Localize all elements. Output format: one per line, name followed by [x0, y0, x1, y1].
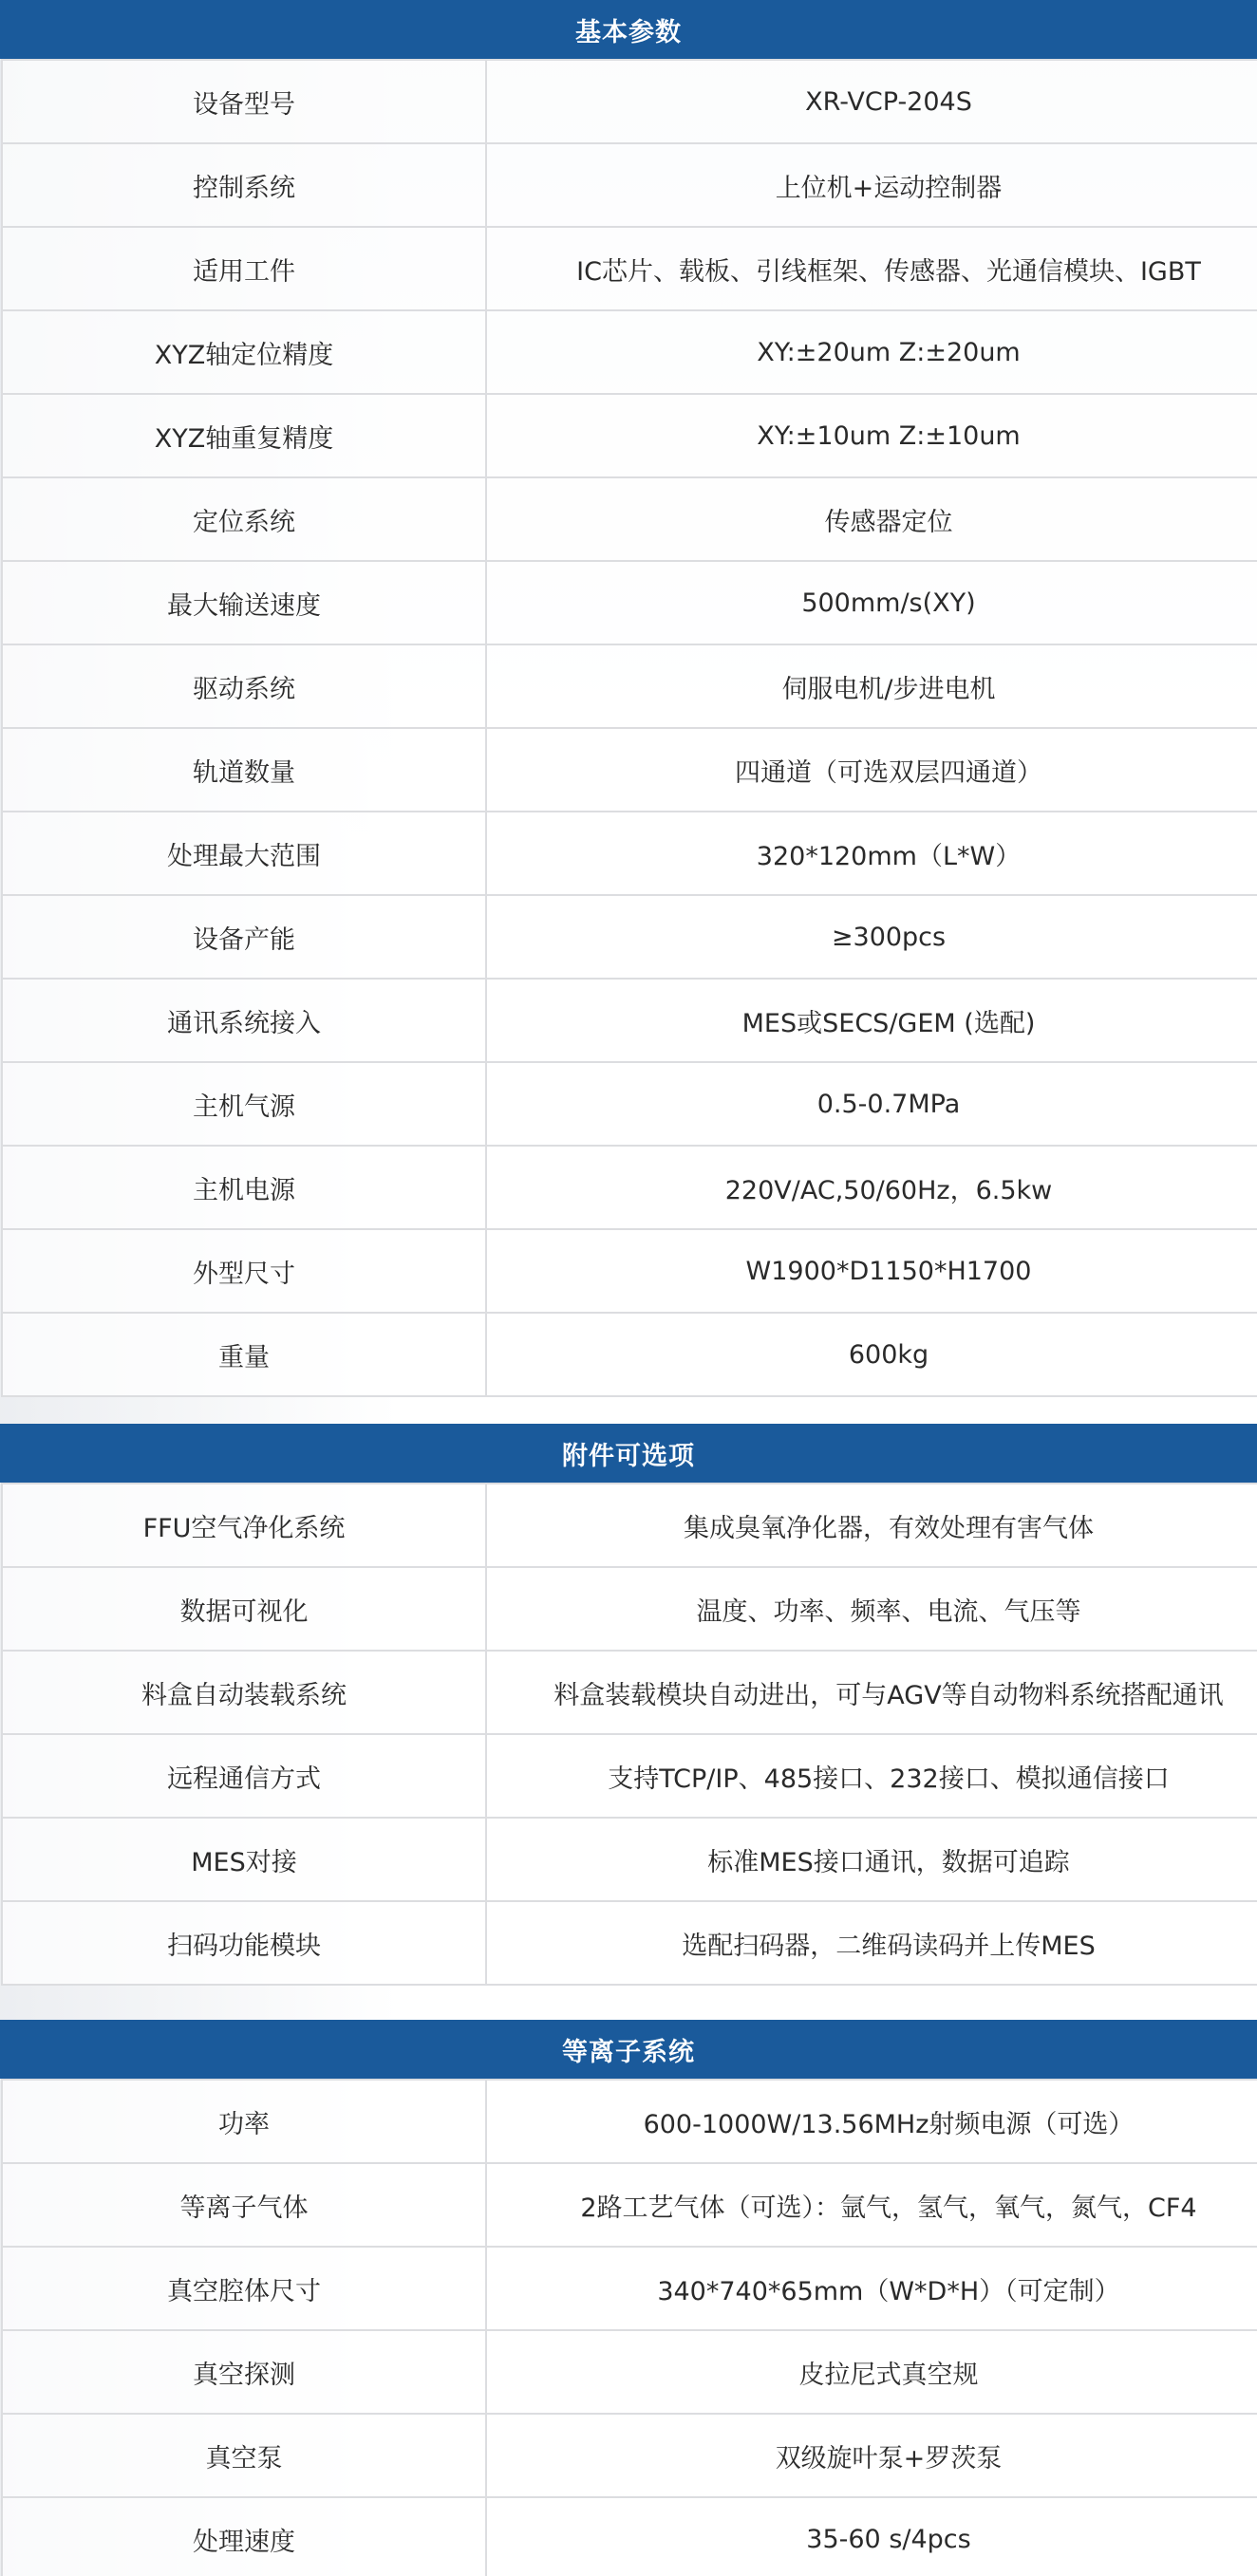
parameter-value: 皮拉尼式真空规 [486, 2330, 1257, 2414]
parameter-value: 传感器定位 [486, 477, 1257, 561]
parameter-label: 真空泵 [2, 2414, 486, 2497]
table-row [2, 1484, 1257, 1567]
parameter-value: 500mm/s(XY) [486, 561, 1257, 644]
parameter-label: 外型尺寸 [2, 1229, 486, 1313]
table-row [2, 2163, 1257, 2247]
parameter-value: 支持TCP/IP、485接口、232接口、模拟通信接口 [486, 1734, 1257, 1818]
parameter-value: XY:±20um Z:±20um [486, 310, 1257, 394]
parameter-label: 轨道数量 [2, 728, 486, 812]
parameter-value: W1900*D1150*H1700 [486, 1229, 1257, 1313]
parameter-label: 控制系统 [2, 143, 486, 227]
parameter-label: 定位系统 [2, 477, 486, 561]
parameter-value: ≥300pcs [486, 895, 1257, 979]
table-row [2, 1901, 1257, 1985]
table-row [2, 60, 1257, 143]
parameter-value: 600kg [486, 1313, 1257, 1396]
parameter-value: 标准MES接口通讯，数据可追踪 [486, 1818, 1257, 1901]
parameter-label: 设备产能 [2, 895, 486, 979]
plasma-system-table [1, 2079, 1257, 2576]
table-row [2, 1567, 1257, 1651]
accessories-section [0, 1424, 1257, 1986]
table-row [2, 1229, 1257, 1313]
parameter-label: 主机气源 [2, 1062, 486, 1146]
parameter-value: 选配扫码器，二维码读码并上传MES [486, 1901, 1257, 1985]
parameter-label: 扫码功能模块 [2, 1901, 486, 1985]
parameter-label: 数据可视化 [2, 1567, 486, 1651]
parameter-label: FFU空气净化系统 [2, 1484, 486, 1567]
parameter-value: 340*740*65mm（W*D*H）（可定制） [486, 2247, 1257, 2330]
table-row [2, 143, 1257, 227]
parameter-value: MES或SECS/GEM (选配) [486, 979, 1257, 1062]
table-row [2, 1313, 1257, 1396]
parameter-value: 上位机+运动控制器 [486, 143, 1257, 227]
parameter-label: 远程通信方式 [2, 1734, 486, 1818]
table-row [2, 812, 1257, 895]
parameter-label: XYZ轴定位精度 [2, 310, 486, 394]
section-header: 附件可选项 [0, 1424, 1257, 1483]
accessories-table [1, 1483, 1257, 1986]
parameter-value: 600-1000W/13.56MHz射频电源（可选） [486, 2080, 1257, 2163]
table-row [2, 310, 1257, 394]
parameter-label: MES对接 [2, 1818, 486, 1901]
parameter-value: 2路工艺气体（可选）：氩气，氢气，氧气，氮气，CF4 [486, 2163, 1257, 2247]
section-header: 基本参数 [0, 0, 1257, 59]
parameter-label: 重量 [2, 1313, 486, 1396]
parameter-label: 最大输送速度 [2, 561, 486, 644]
parameter-value: 集成臭氧净化器，有效处理有害气体 [486, 1484, 1257, 1567]
parameter-value: 温度、功率、频率、电流、气压等 [486, 1567, 1257, 1651]
parameter-label: 通讯系统接入 [2, 979, 486, 1062]
parameter-value: 料盒装载模块自动进出，可与AGV等自动物料系统搭配通讯 [486, 1651, 1257, 1734]
table-row [2, 1062, 1257, 1146]
parameter-value: 35-60 s/4pcs [486, 2497, 1257, 2576]
parameter-value: XR-VCP-204S [486, 60, 1257, 143]
parameter-value: XY:±10um Z:±10um [486, 394, 1257, 477]
parameter-label: XYZ轴重复精度 [2, 394, 486, 477]
table-row [2, 644, 1257, 728]
parameter-label: 料盒自动装载系统 [2, 1651, 486, 1734]
table-row [2, 227, 1257, 310]
parameter-label: 主机电源 [2, 1146, 486, 1229]
parameter-label: 驱动系统 [2, 644, 486, 728]
section-header: 等离子系统 [0, 2020, 1257, 2079]
table-row [2, 2497, 1257, 2576]
table-row [2, 2247, 1257, 2330]
table-row [2, 2330, 1257, 2414]
table-row [2, 895, 1257, 979]
table-row [2, 477, 1257, 561]
table-row [2, 1146, 1257, 1229]
parameter-label: 适用工件 [2, 227, 486, 310]
plasma-system-section [0, 2020, 1257, 2576]
parameter-value: 220V/AC,50/60Hz，6.5kw [486, 1146, 1257, 1229]
parameter-label: 设备型号 [2, 60, 486, 143]
parameter-value: 四通道（可选双层四通道） [486, 728, 1257, 812]
parameter-label: 真空探测 [2, 2330, 486, 2414]
table-row [2, 1651, 1257, 1734]
basic-parameters-table [1, 59, 1257, 1397]
table-row [2, 979, 1257, 1062]
table-row [2, 728, 1257, 812]
parameter-value: 0.5-0.7MPa [486, 1062, 1257, 1146]
parameter-label: 处理最大范围 [2, 812, 486, 895]
table-row [2, 394, 1257, 477]
parameter-label: 真空腔体尺寸 [2, 2247, 486, 2330]
parameter-label: 处理速度 [2, 2497, 486, 2576]
table-row [2, 561, 1257, 644]
parameter-label: 等离子气体 [2, 2163, 486, 2247]
table-row [2, 1734, 1257, 1818]
parameter-value: 320*120mm（L*W） [486, 812, 1257, 895]
table-row [2, 2414, 1257, 2497]
table-row [2, 2080, 1257, 2163]
parameter-value: IC芯片、载板、引线框架、传感器、光通信模块、IGBT [486, 227, 1257, 310]
parameter-value: 双级旋叶泵+罗茨泵 [486, 2414, 1257, 2497]
table-row [2, 1818, 1257, 1901]
parameter-label: 功率 [2, 2080, 486, 2163]
parameter-value: 伺服电机/步进电机 [486, 644, 1257, 728]
